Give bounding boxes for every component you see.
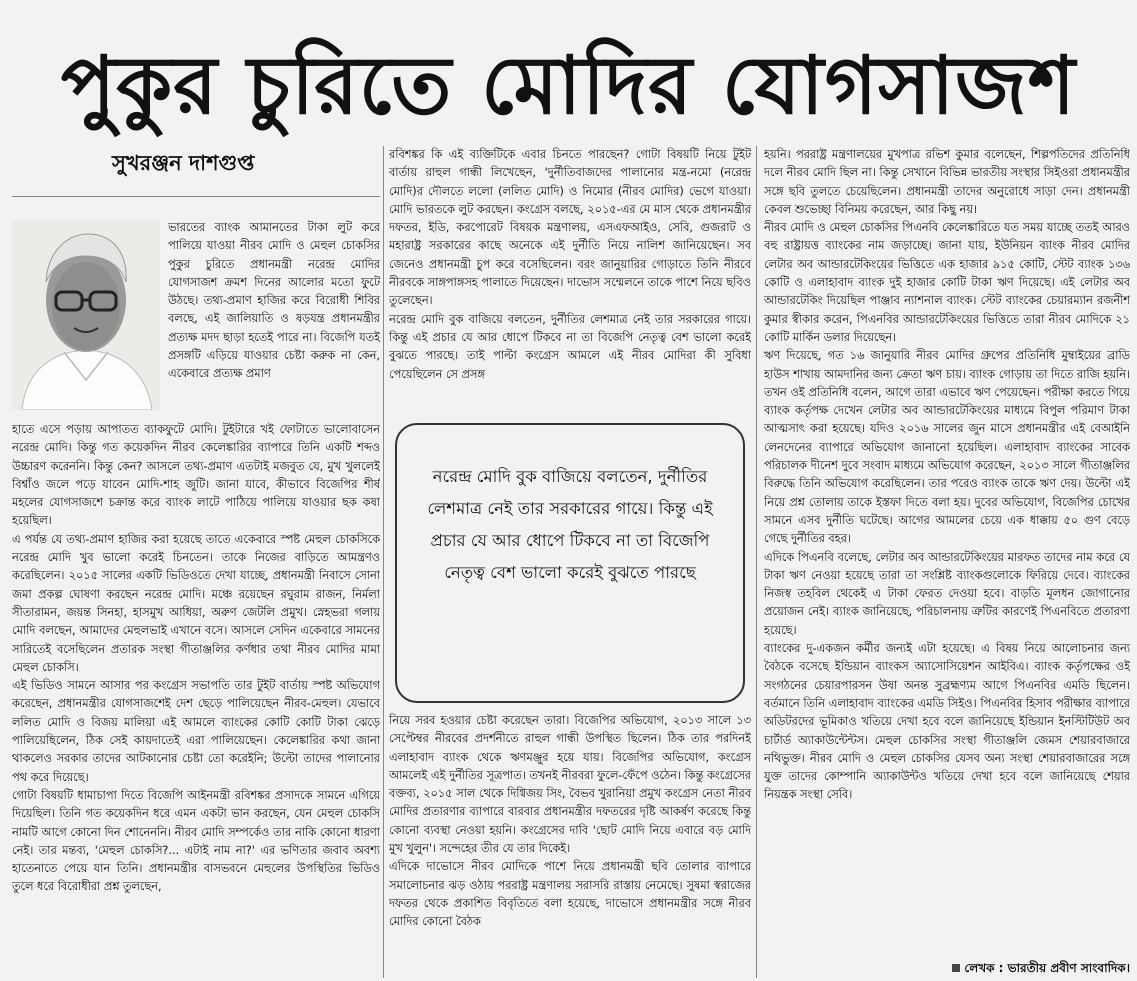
paragraph: ব্যাংকের দু-একজন কর্মীর জন্যই এটা হয়েছে। এ বিষয় নিয়ে আলোচনার জন্য বৈঠকে বসেছে ইন্ডিয়ান ব্যাংকস অ্যাসোসিয়েশন আইবিএ। ব্যাংক কর্তৃপক্ষের ওই সংগঠনের চেয়ারপারসন উষা অনন্ত সুব্রহ্মণ্যম আগে পিএনবির এমডি ছিলেন। বর্তমানে তিনি এলাহাবাদ ব্যাংকের এমডি সিইও। পিএনবির হিসাব পরীক্ষার ব্যাপারে অডিটরদের ভূমিকাও খতিয়ে দেখা হবে বলে জানিয়েছে ইন্ডিয়ান ইনস্টিটিউট অব চার্টার্ড অ্যাকাউন্টেন্টস। মেহুল চোকসির সংস্থা গীতাঞ্জলি জেমস শেয়ারবাজারে নথিভুক্ত। নীরব মোদি ও মেহুল চোকসির যেসব অন্য সংস্থা শেয়ারবাজারের সঙ্গে যুক্ত তাদের কোম্পানি অ্যাকাউন্টও খতিয়ে দেখা হবে বলে জানিয়েছে শেয়ার নিয়ন্ত্রক সংস্থা সেবি।	[764, 642, 1130, 802]
paragraph: এ পর্যন্ত যে তথ্য-প্রমাণ হাজির করা হয়েছে তাতে একেবারে স্পষ্ট মেহুল চোকসিকে নরেন্দ্র মোদি খুব ভালো করেই চিনতেন। তাকে নিজের বাড়িতে আমন্ত্রণও করেছিলেন। ২০১৫ সালের একটি ভিডিওতে দেখা যাচ্ছে, প্রধানমন্ত্রী নিবাসে সোনা জমা প্রকল্প ঘোষণা করছেন নরেন্দ্র মোদি। মঞ্চে রয়েছেন রঘুরাম রাজন, নির্মলা সীতারামন, জয়ন্ত সিনহা, হাসমুখ আধিয়া, অরুণ জেটলি প্রমুখ। স্নেহভরা গলায় মোদি বলছেন, আমাদের মেহুলভাই এখানে বসে। আসলে সেদিন একেবারে সামনের সারিতেই বসেছিলেন প্রতারক সংস্থা গীতাঞ্জলির কর্ণধার তথা নীরব মোদির মামা মেহুল চোকসি।	[12, 532, 380, 674]
paragraph: নিয়ে সরব হওয়ার চেষ্টা করেছেন তারা। বিজেপির অভিযোগ, ২০১৩ সালে ১৩ সেপ্টেম্বর নীরবের প্রদর্শনীতে রাহুল গান্ধী উপস্থিত ছিলেন। ঠিক তার পরদিনই এলাহাবাদ ব্যাংক থেকে ঋণমঞ্জুর হয়ে যায়। বিজেপির অভিযোগ, কংগ্রেস আমলেই এই দুর্নীতির সূত্রপাত। তখনই নীরবরা ফুলে-ফেঁপে ওঠেন। কিন্তু কংগ্রেসের বক্তব্য, ২০১৫ সাল থেকে দিগ্বিজয় সিং, বৈভব খুরানিয়া প্রমুখ কংগ্রেস নেতা নীরব মোদির প্রতারণার ব্যাপারে বারবার প্রধানমন্ত্রীর দফতরের দৃষ্টি আকর্ষণ করেছে কিন্তু কোনো ব্যবস্থা নেওয়া হয়নি। কংগ্রেসের দাবি 'ছোট মোদি নিয়ে এবারে বড় মোদি মুখ খুলুন'। সন্দেহের তীর যে তার দিকেই।	[389, 714, 751, 856]
paragraph: এদিকে দাভোসে নীরব মোদিকে পাশে নিয়ে প্রধানমন্ত্রী ছবি তোলার ব্যাপারে সমালোচনার ঝড় ওঠায় পররাষ্ট্র মন্ত্রণালয় সরাসরি রাস্তায় নেমেছে। সুষমা স্বরাজের দফতর থেকে প্রকাশিত বিবৃতিতে বলা হয়েছে, দাভোসে প্রধানমন্ত্রীর সঙ্গে নীরব মোদির কোনো বৈঠক	[389, 860, 751, 929]
column-1	[12, 421, 380, 978]
paragraph: ভারতের ব্যাংক আমানতের টাকা লুট করে পালিয়ে যাওয়া নীরব মোদি ও মেহুল চোকসির পুকুর চুরিতে প্রধানমন্ত্রী নরেন্দ্র মোদির যোগসাজশ ক্রমশ দিনের আলোর মতো ফুটে উঠছে। তথ্য-প্রমাণ হাজির করে বিরোধী শিবির বলছে, এই জালিয়াতি ও ষড়যন্ত্র প্রধানমন্ত্রীর প্রত্যক্ষ মদদ ছাড়া হতেই পারে না। বিজেপি যতই প্রসঙ্গটি এড়িয়ে যাওয়ার চেষ্টা করুক না কেন, একেবারে প্রত্যক্ষ প্রমাণ	[168, 221, 380, 381]
paragraph: গোটা বিষয়টি ধামাচাপা দিতে বিজেপি আইনমন্ত্রী রবিশঙ্কর প্রসাদকে সামনে এগিয়ে দিয়েছিল। তিনি গত কয়েকদিন ধরে এমন একটা ভান করছেন, যেন মেহুল চোকসি নামটি আগে কোনো দিন শোনেননি। নীরব মোদি সম্পর্কেও তার নাকি কোনো ধারণা নেই। তার মন্তব্য, 'মেহুল চোকসি?... এটাই নাম না?' এর ভণিতার জবাব অবশ্য হাতেনাতে পেয়ে যান তিনি। প্রধানমন্ত্রীর বাসভবনে মেহুলের উপস্থিতির ভিডিও তুলে ধরে বিরোধীরা প্রশ্ন তুলছেন,	[12, 788, 380, 894]
column-divider-2	[756, 146, 757, 978]
paragraph: ঋণ দিয়েছে, গত ১৬ জানুয়ারি নীরব মোদির গ্রুপের প্রতিনিধি মুম্বাইয়ের ব্রাডি হাউস শাখায় আমদানির জন্য ক্রেতা ঋণ চায়। ব্যাংক গোড়ায় তা দিতে রাজি হয়নি। তখন ওই প্রতিনিধি বলেন, আগে তারা এভাবে ঋণ পেয়েছেন। পরীক্ষা করতে গিয়ে ব্যাংক কর্তৃপক্ষ দেখেন লেটার অব আন্ডারটেকিংয়ের মাধ্যমে বিপুল পরিমাণ টাকা আত্মসাৎ করা হয়েছে। যদিও ২০১৬ সালের জুন মাসে প্রধানমন্ত্রীর এই বেআইনি লেনদেনের ব্যাপারে অভিযোগ জানানো হয়েছিল। এলাহাবাদ ব্যাংকের সাবেক পরিচালক দীনেশ দুবে সংবাদ মাধ্যমে অভিযোগ করেছেন, ২০১৩ সালে গীতাঞ্জলির বিরুদ্ধে তিনি অভিযোগ করেছিলেন। তার পরেও ব্যাংক তাকে ঋণ দেয়। উল্টো এই নিয়ে প্রশ্ন তোলায় তাকে ইস্তফা দিতে বলা হয়। দুবের অভিযোগ, বিজেপির চোখের সামনে এসব দুর্নীতি ঘটেছে। আগের আমলের চেয়ে এক ধাক্কায় ৫০ গুণ বেড়ে গেছে দুর্নীতির বহর।	[764, 349, 1130, 546]
headline: পুকুর চুরিতে মোদির যোগসাজশ	[60, 39, 1077, 132]
column-3	[764, 146, 1130, 956]
paragraph: এই ভিডিও সামনে আসার পর কংগ্রেস সভাপতি তার টুইট বার্তায় স্পষ্ট অভিযোগ করেছেন, প্রধানমন্ত্রীর যোগসাজশেই দেশ ছেড়ে পালিয়েছেন নীরব-মেহুল। যেভাবে ললিত মোদি ও বিজয় মালিয়া এই আমলে ব্যাংকের কোটি কোটি টাকা ঝেড়ে পালিয়েছিলেন, ঠিক সেই কায়দাতেই এরা পালিয়েছেন। কেলেঙ্কারির কথা জানা থাকলেও সরকার তাদের আটকানোর চেষ্টা তো করেইনি; উল্টো তাদের পালানোর পথ করে দিয়েছে।	[12, 679, 380, 784]
paragraph: এদিকে পিএনবি বলেছে, লেটার অব আন্ডারটেকিংয়ের মারফত তাদের নাম করে যে টাকা ঋণ নেওয়া হয়েছে তারা তা সংশ্লিষ্ট ব্যাংকগুলোকে ফিরিয়ে দেবে। ব্যাংকের নিজস্ব তহবিল থেকেই এ টাকা ফেরত দেওয়া হবে। বাড়তি মূলধন জোগানোর প্রয়োজন নেই। ব্যাংক জানিয়েছে, পরিচালনায় ত্রুটির কারণেই পিএনবিতে প্রতারণা হয়েছে।	[764, 550, 1130, 637]
author-note	[918, 958, 1130, 978]
byline: সুখরঞ্জন দাশগুপ্ত	[112, 151, 255, 175]
paragraph: রবিশঙ্কর কি এই ব্যক্তিটিকে এবার চিনতে পারছেন? গোটা বিষয়টি নিয়ে টুইট বার্তায় রাহুল গান্ধী লিখেছেন, 'দুর্নীতিবাজদের পালানোর মন্ত্র-নমো (নরেন্দ্র মোদি)র দৌলতে ললো (ললিত মোদি) ও নিমোর (নীরব মোদির) ভেগে যাওয়া। মোদি ভারতকে লুট করছেন। কংগ্রেস বলছে, ২০১৫-এর মে মাস থেকে প্রধানমন্ত্রীর দফতর, ইডি, করপোরেট বিষয়ক মন্ত্রণালয়, এসএফআইও, সেবি, গুজরাট ও মহারাষ্ট্র সরকারের কাছে অনেকে এই দুর্নীতি নিয়ে নালিশ জানিয়েছেন। সব জেনেও প্রধানমন্ত্রী চুপ করে বসেছিলেন। বরং জানুয়ারির গোড়াতে তিনি নীরবে নীরবকে সাঙ্গপাঙ্গসহ পালাতে দিয়েছেন। দাভোস সম্মেলনে তাকে পাশে নিয়ে ছবিও তুলেছেন।	[389, 148, 751, 308]
paragraph: হয়নি। পররাষ্ট্র মন্ত্রণালয়ের মুখপাত্র রভিশ কুমার বলেছেন, শিল্পপতিদের প্রতিনিধি দলে নীরব মোদি ছিল না। কিন্তু সেখানে বিভিন্ন ভারতীয় সংস্থার সিইওরা প্রধানমন্ত্রীর সঙ্গে ছবি তুলতে চেয়েছিলেন। প্রধানমন্ত্রী তাদের অনুরোধে সাড়া দেন। প্রধানমন্ত্রী কেবল শুভেচ্ছা বিনিময় করেছেন, আর কিছু নয়।	[764, 148, 1130, 216]
byline-rule	[12, 196, 380, 197]
paragraph: নরেন্দ্র মোদি বুক বাজিয়ে বলতেন, দুর্নীতির লেশমাত্র নেই তার সরকারের গায়ে। কিন্তু এই প্রচার যে আর ধোপে টিকবে না তা বিজেপি নেতৃত্ব বেশ ভালো করেই বুঝতে পারছে। তাই পাল্টা কংগ্রেস আমলে এই নীরব মোদিরা কী সুবিধা পেয়েছিলেন সে প্রসঙ্গ	[389, 312, 751, 381]
author-portrait-image	[12, 220, 160, 410]
author-note-text: লেখক : ভারতীয় প্রবীণ সাংবাদিক।	[964, 961, 1130, 975]
square-bullet-icon	[952, 964, 960, 972]
column-2-bottom	[389, 712, 751, 978]
column-2-top	[389, 146, 751, 402]
column-1-wrap	[168, 219, 380, 402]
column-divider-1	[383, 146, 384, 978]
pull-quote: নরেন্দ্র মোদি বুক বাজিয়ে বলতেন, দুর্নীতির লেশমাত্র নেই তার সরকারের গায়ে। কিন্তু এই প্রচার যে আর ধোপে টিকবে না তা বিজেপি নেতৃত্ব বেশ ভালো করেই বুঝতে পারছে	[395, 423, 745, 703]
paragraph: নীরব মোদি ও মেহুল চোকসির পিএনবি কেলেঙ্কারিতে যত সময় যাচ্ছে ততই আরও বহু রাষ্ট্রায়ত্ত ব্যাংকের নাম জড়াচ্ছে। জানা যায়, ইউনিয়ন ব্যাংক নীরব মোদির লেটার অব আন্ডারটেকিংয়ের ভিত্তিতে এক হাজার ৯১৫ কোটি, স্টেট ব্যাংক ১৩৬ কোটি ও এলাহাবাদ ব্যাংক দুই হাজার কোটি টাকা ঋণ দিয়েছে। এই লেটার অব আন্ডারটেকিং দিয়েছিল পাঞ্জাব ন্যাশনাল ব্যাংক। স্টেট ব্যাংকের চেয়ারম্যান রজনীশ কুমার স্বীকার করেন, পিএনবির আন্ডারটেকিংয়ের ভিত্তিতে তারা নীরব মোদিকে ২১ কোটি মার্কিন ডলার দিয়েছেন।	[764, 221, 1130, 344]
paragraph: হাতে এসে পড়ায় আপাতত ব্যাকফুটে মোদি। টুইটারে খই ফোটাতে ভালোবাসেন নরেন্দ্র মোদি। কিন্তু গত কয়েকদিন নীরব কেলেঙ্কারির ব্যাপারে তিনি একটি শব্দও উচ্চারণ করেননি। কিন্তু কেন? আসলে তথ্য-প্রমাণ এতটাই মজবুত যে, মুখ খুললেই বিশ্বাঁও জলে পড়ে যাবেন মোদি-শাহ জুটি। জানা যাবে, কীভাবে বিজেপির শীর্ষ মহলের যোগসাজশে চক্রান্ত করে ব্যাংক লাটে পাঠিয়ে পালিয়ে যাওয়ার ছক কষা হয়েছিল।	[12, 423, 380, 528]
author-photo	[12, 220, 160, 410]
